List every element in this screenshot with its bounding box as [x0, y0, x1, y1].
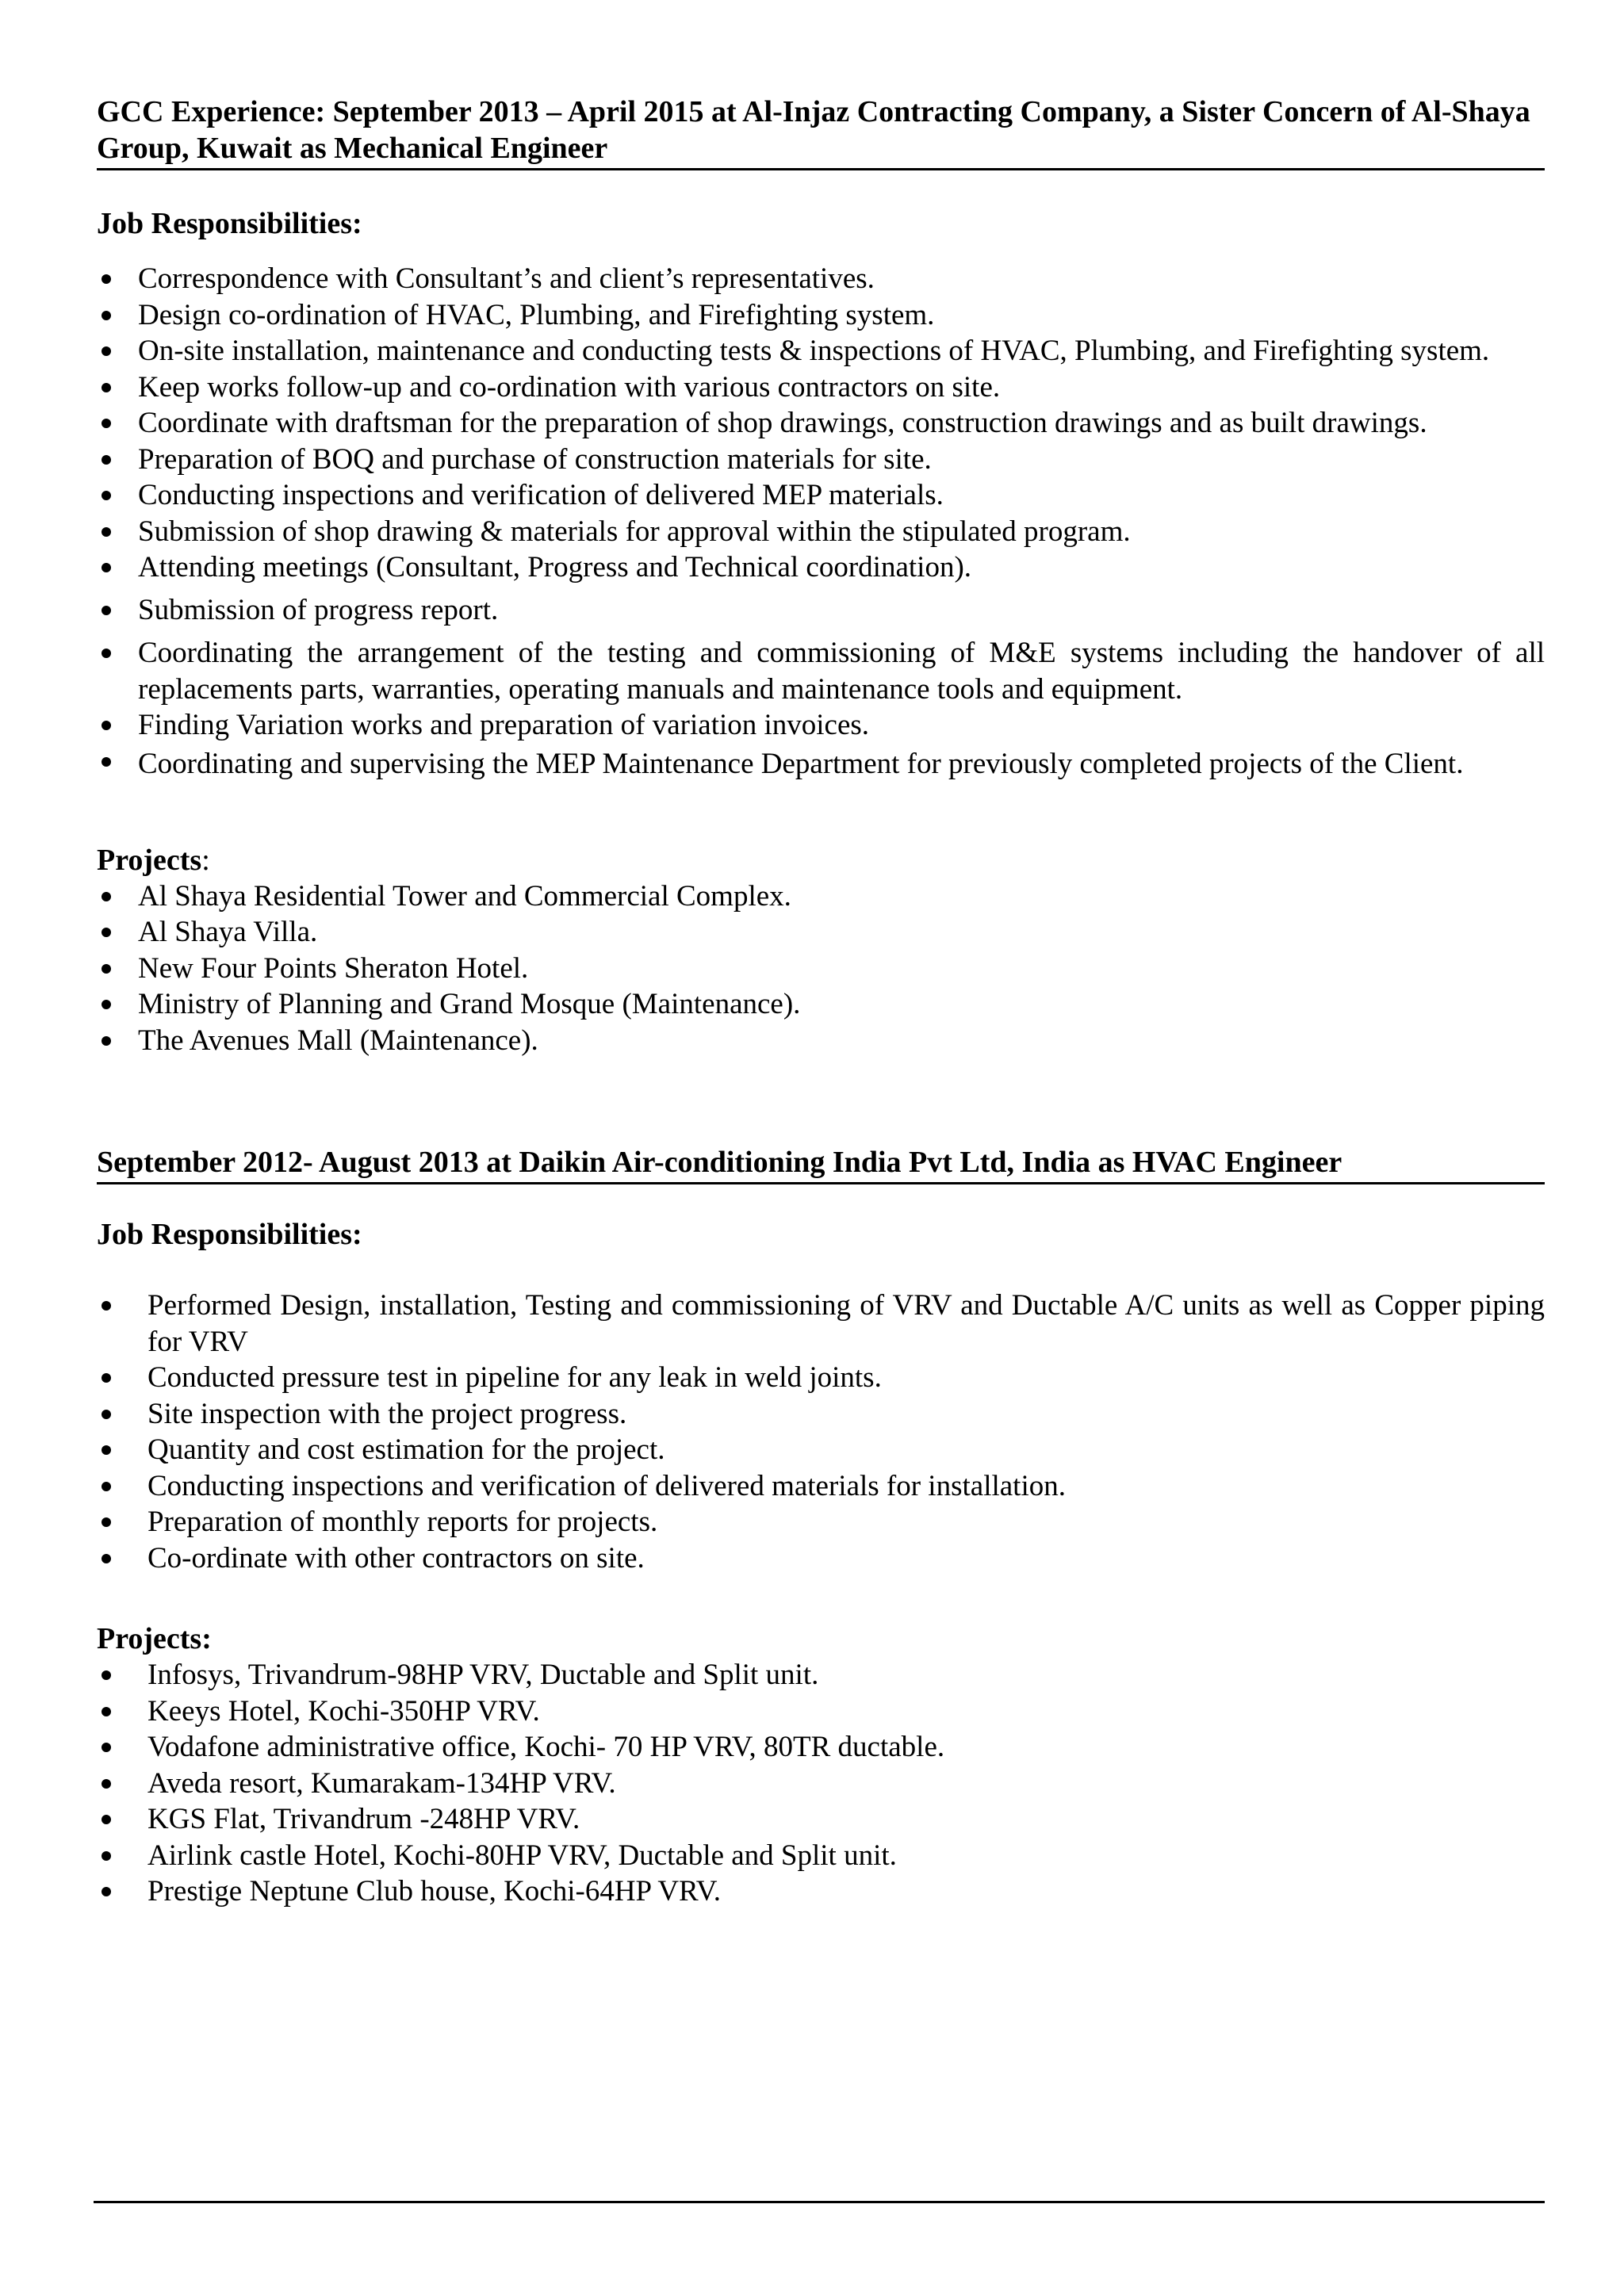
gcc-projects-list: [97, 878, 1545, 1059]
list-item: Al Shaya Residential Tower and Commercial Complex.: [97, 878, 1545, 915]
bullet-icon: [102, 455, 111, 465]
bullet-icon: [102, 1445, 111, 1455]
list-item: Infosys, Trivandrum-98HP VRV, Ductable and Split unit.: [97, 1657, 1545, 1693]
bullet-icon: [102, 1517, 111, 1527]
list-item: Co-ordinate with other contractors on site.: [97, 1540, 1545, 1577]
list-item: Keep works follow-up and co-ordination with various contractors on site.: [97, 369, 1545, 406]
list-item: Conducting inspections and verification of delivered MEP materials.: [97, 477, 1545, 514]
gcc-responsibilities-label: Job Responsibilities:: [97, 207, 362, 240]
bullet-icon: [102, 1036, 111, 1046]
bullet-icon: [102, 649, 111, 658]
list-item: The Avenues Mall (Maintenance).: [97, 1023, 1545, 1059]
bullet-icon: [102, 346, 111, 356]
gcc-responsibilities-list: [97, 261, 1545, 785]
bullet-icon: [102, 419, 111, 428]
list-item: Al Shaya Villa.: [97, 914, 1545, 951]
list-item: Aveda resort, Kumarakam-134HP VRV.: [97, 1766, 1545, 1802]
bullet-icon: [102, 1707, 111, 1716]
bullet-icon: [102, 1887, 111, 1896]
list-item: Attending meetings (Consultant, Progress and Technical coordination).: [97, 549, 1545, 586]
bullet-icon: [102, 1670, 111, 1680]
bullet-icon: [102, 274, 111, 284]
bullet-icon: [102, 1779, 111, 1789]
list-item: On-site installation, maintenance and conducting tests & inspections of HVAC, Plumbing, and Firefighting system.: [97, 333, 1545, 369]
bullet-icon: [102, 964, 111, 974]
bullet-icon: [102, 1482, 111, 1491]
bullet-icon: [102, 721, 111, 730]
list-item: Finding Variation works and preparation of variation invoices.: [97, 707, 1545, 744]
list-item: New Four Points Sheraton Hotel.: [97, 951, 1545, 987]
bullet-icon: [102, 491, 111, 500]
bullet-icon: [102, 311, 111, 320]
gcc-experience-heading: GCC Experience: September 2013 – April 2015 at Al-Injaz Contracting Company, a Sister Concern of Al-Shaya Group, Kuwait as Mechanical Engineer: [97, 94, 1545, 170]
daikin-projects-label: Projects:: [97, 1622, 212, 1655]
daikin-responsibilities-label: Job Responsibilities:: [97, 1218, 362, 1251]
bullet-icon: [102, 1410, 111, 1419]
list-item: Submission of progress report.: [97, 592, 1545, 629]
bullet-icon: [102, 606, 111, 615]
list-item: Keeys Hotel, Kochi-350HP VRV.: [97, 1693, 1545, 1730]
bullet-icon: [102, 1743, 111, 1752]
bullet-icon: [102, 1851, 111, 1861]
list-item: Correspondence with Consultant’s and client’s representatives.: [97, 261, 1545, 297]
list-item: Design co-ordination of HVAC, Plumbing, and Firefighting system.: [97, 297, 1545, 334]
bullet-icon: [102, 563, 111, 572]
list-item: Preparation of BOQ and purchase of construction materials for site.: [97, 442, 1545, 478]
bullet-icon: [102, 1301, 111, 1311]
list-item: Airlink castle Hotel, Kochi-80HP VRV, Ductable and Split unit.: [97, 1838, 1545, 1874]
list-item: Site inspection with the project progress.: [97, 1396, 1545, 1433]
bullet-icon: [102, 757, 111, 767]
bullet-icon: [102, 1373, 111, 1383]
bullet-icon: [102, 1815, 111, 1824]
bullet-icon: [102, 383, 111, 392]
list-item: Preparation of monthly reports for projects.: [97, 1504, 1545, 1540]
bullet-icon: [102, 928, 111, 937]
list-item: KGS Flat, Trivandrum -248HP VRV.: [97, 1801, 1545, 1838]
resume-page: [97, 94, 1545, 1910]
bullet-icon: [102, 1000, 111, 1009]
list-item: Quantity and cost estimation for the project.: [97, 1432, 1545, 1468]
list-item: Ministry of Planning and Grand Mosque (Maintenance).: [97, 986, 1545, 1023]
list-item: Prestige Neptune Club house, Kochi-64HP VRV.: [97, 1873, 1545, 1910]
list-item: Performed Design, installation, Testing and commissioning of VRV and Ductable A/C units as well as Copper piping for VRV: [97, 1288, 1545, 1360]
daikin-responsibilities-list: [97, 1288, 1545, 1576]
list-item: Coordinating the arrangement of the testing and commissioning of M&E systems including the handover of all replacements parts, warranties, operating manuals and maintenance tools and equipment.: [97, 635, 1545, 707]
bullet-icon: [102, 892, 111, 901]
page-bottom-divider: [94, 2201, 1545, 2203]
bullet-icon: [102, 1554, 111, 1563]
daikin-experience-heading: September 2012- August 2013 at Daikin Air-conditioning India Pvt Ltd, India as HVAC Engineer: [97, 1144, 1545, 1184]
daikin-projects-list: [97, 1657, 1545, 1910]
list-item: Submission of shop drawing & materials for approval within the stipulated program.: [97, 514, 1545, 550]
bullet-icon: [102, 527, 111, 537]
list-item: Conducting inspections and verification of delivered materials for installation.: [97, 1468, 1545, 1505]
list-item: Conducted pressure test in pipeline for any leak in weld joints.: [97, 1360, 1545, 1396]
list-item: Vodafone administrative office, Kochi- 70 HP VRV, 80TR ductable.: [97, 1729, 1545, 1766]
list-item: Coordinating and supervising the MEP Maintenance Department for previously completed projects of the Client.: [97, 744, 1545, 785]
gcc-projects-label: Projects:: [97, 843, 210, 877]
list-item: Coordinate with draftsman for the preparation of shop drawings, construction drawings and as built drawings.: [97, 405, 1545, 442]
